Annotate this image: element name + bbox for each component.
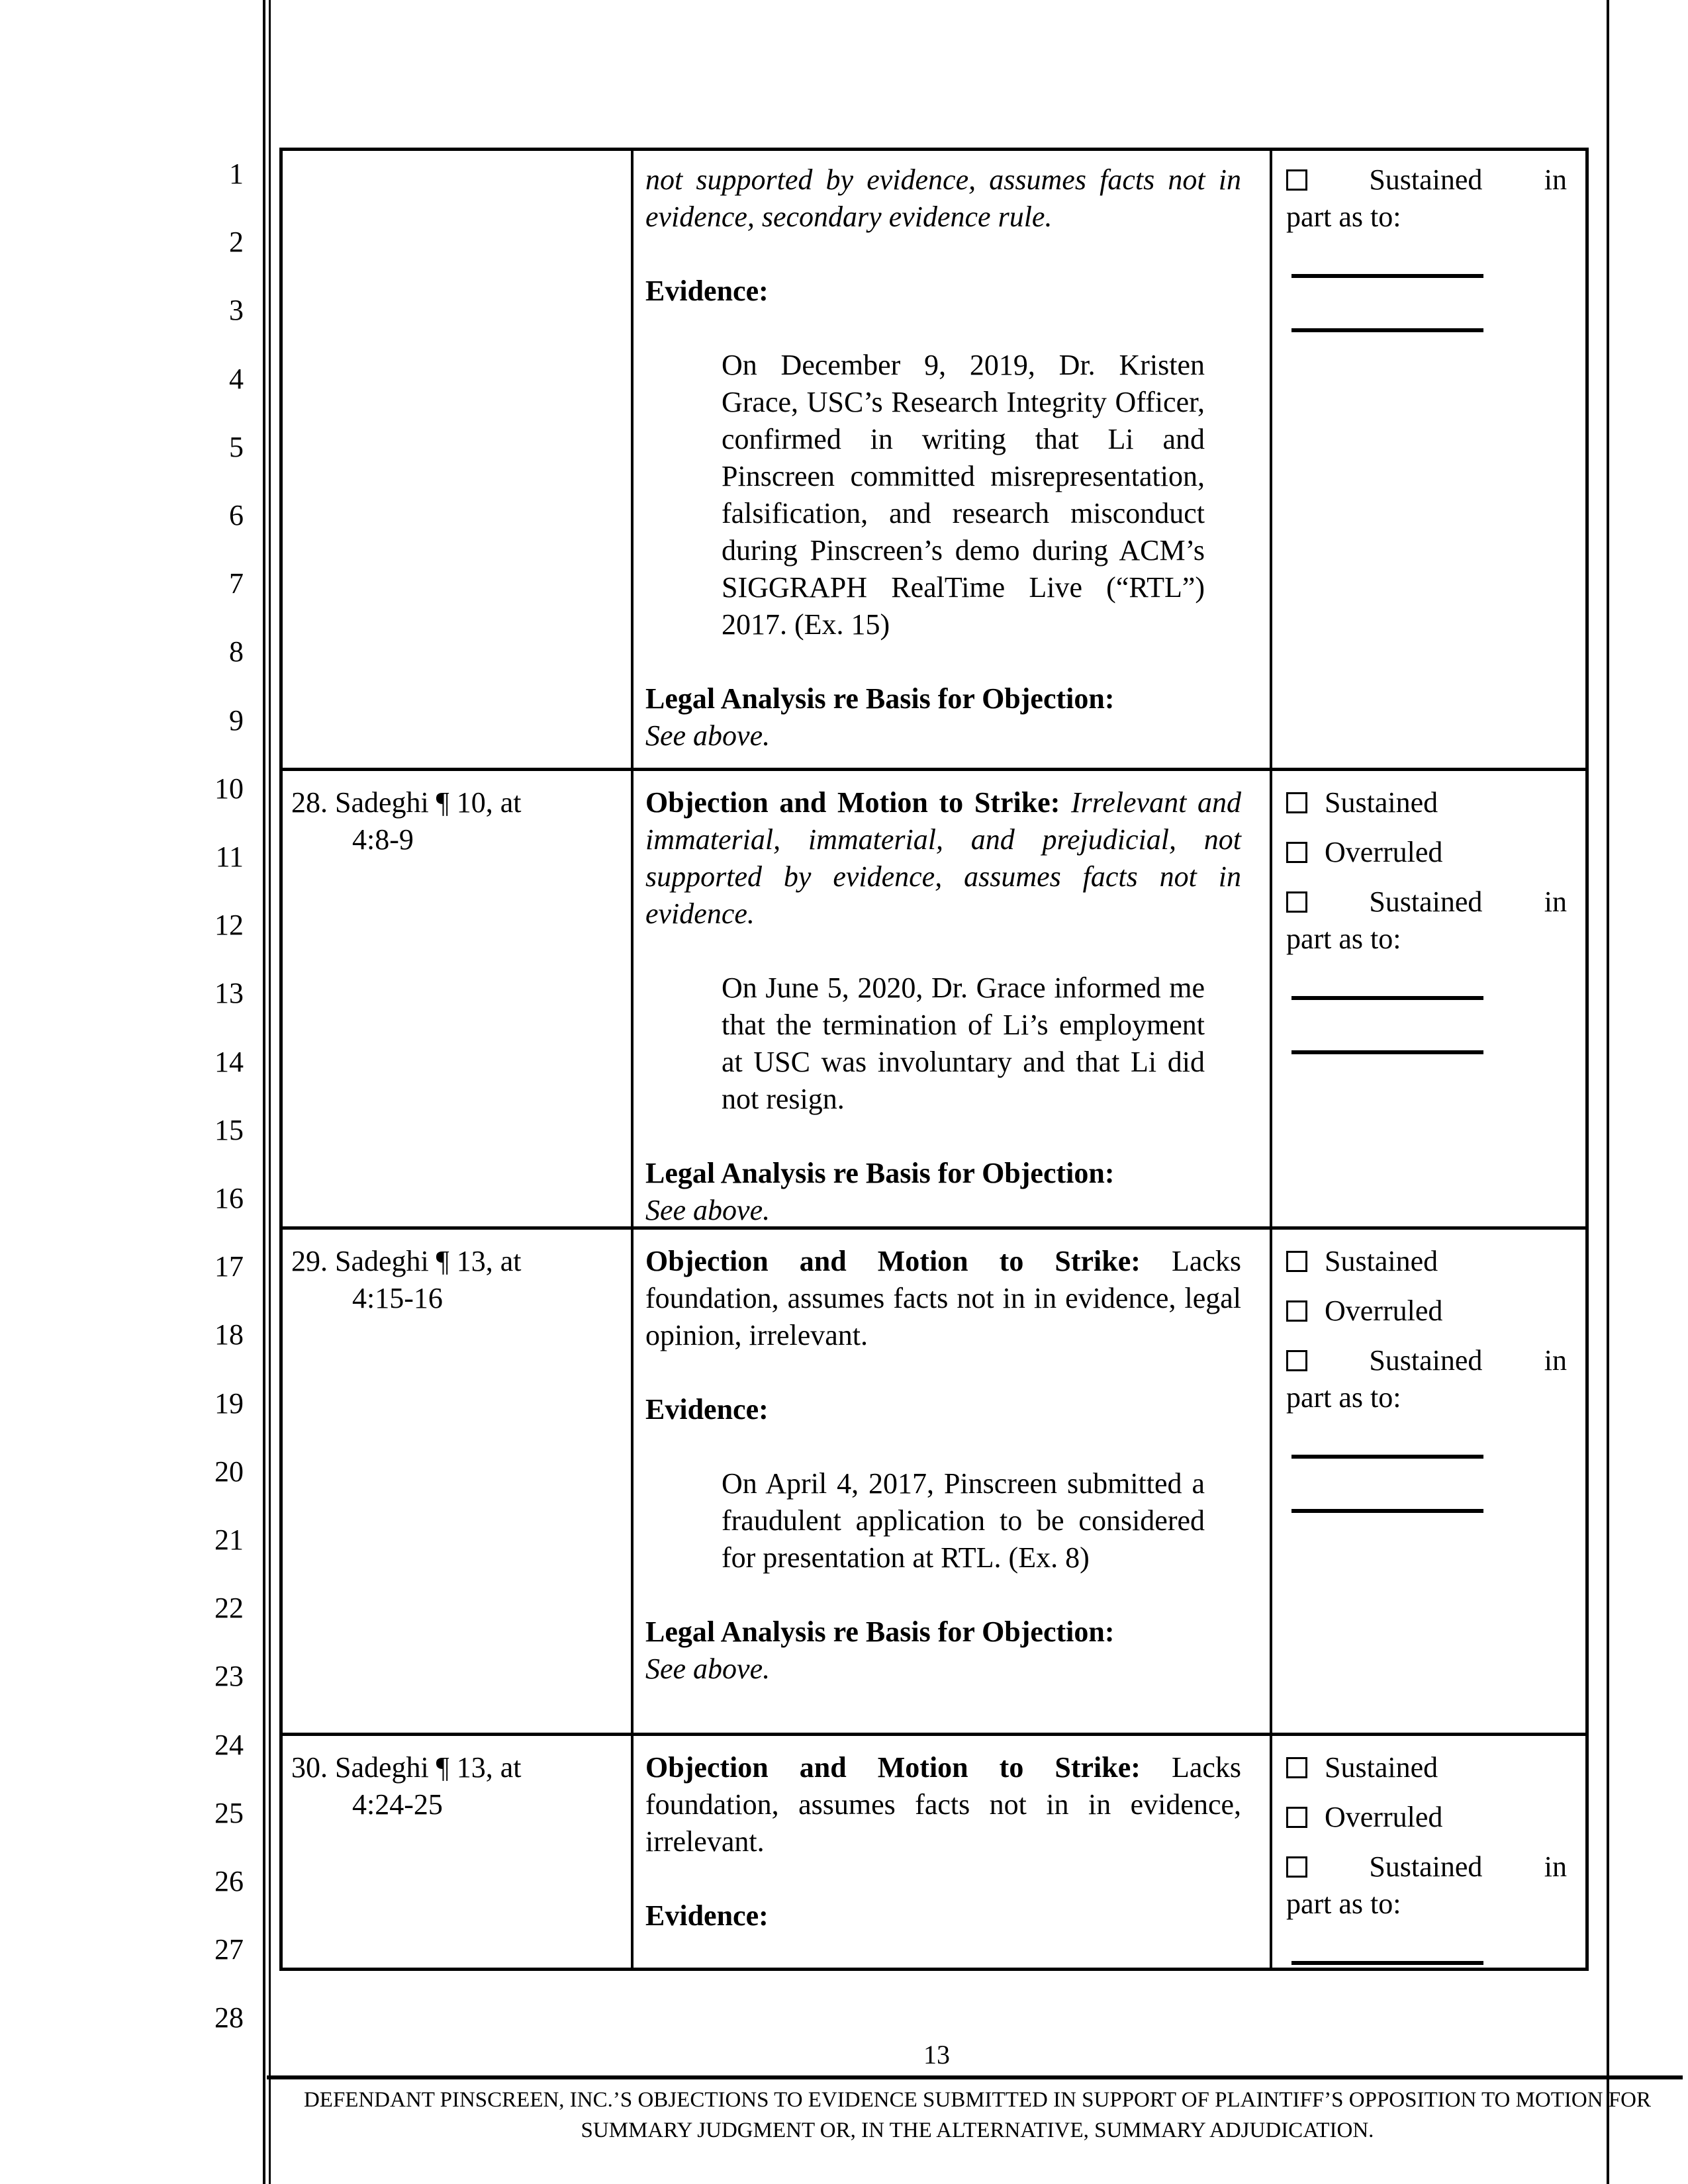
row28-objection-cell (645, 784, 1241, 1229)
checkbox-label: Overruled (1325, 836, 1443, 868)
evidence-reference-cite: 4:8-9 (352, 823, 414, 856)
line-number: 1 (229, 158, 244, 190)
footer-title (270, 2085, 1685, 2146)
objection-label: Objection and Motion to Strike: (645, 1751, 1141, 1784)
checkbox-sustained[interactable] (1286, 1749, 1567, 1786)
objection-label: Objection and Motion to Strike: (645, 1245, 1141, 1277)
line-number: 12 (214, 909, 244, 942)
checkbox-label: Sustained (1325, 1245, 1438, 1277)
checkbox-sustained[interactable] (1286, 1243, 1567, 1280)
checkbox-label: Overruled (1325, 1295, 1443, 1327)
evidence-paragraph: On April 4, 2017, Pinscreen submitted a fraudulent application to be considered for presentation at RTL. (Ex. 8) (722, 1467, 1205, 1574)
line-number: 10 (214, 772, 244, 805)
legal-analysis-text: See above. (645, 1653, 771, 1685)
row29-reference-cell (291, 1243, 609, 1317)
evidence-heading: Evidence: (645, 275, 769, 307)
checkbox-label: in (1544, 1850, 1567, 1883)
checkbox-overruled[interactable] (1286, 834, 1567, 871)
line-number: 21 (214, 1524, 244, 1556)
checkbox-label: Sustained (1325, 1751, 1438, 1784)
line-number: 5 (229, 430, 244, 463)
row-divider-3 (279, 1733, 1589, 1736)
line-number: 18 (214, 1318, 244, 1351)
checkbox-icon[interactable] (1286, 842, 1307, 863)
ruling-blank-line[interactable] (1291, 996, 1483, 1000)
objection-paragraph (645, 1243, 1241, 1354)
checkbox-sustained-in-part[interactable] (1286, 884, 1567, 921)
line-number: 24 (214, 1728, 244, 1761)
line-number: 19 (214, 1387, 244, 1420)
checkbox-label: in (1544, 1344, 1567, 1377)
objection-text: Lacks foundation, assumes facts not in in evidence, legal opinion, irrelevant. (645, 1245, 1242, 1351)
legal-analysis-heading: Legal Analysis re Basis for Objection: (645, 682, 1115, 715)
evidence-reference: 30. Sadeghi ¶ 13, at (291, 1751, 522, 1784)
ruling-blank-line[interactable] (1291, 1050, 1483, 1054)
row1-objection-cell (645, 161, 1241, 754)
objection-text: not supported by evidence, assumes facts not in evidence, secondary evidence rule. (645, 163, 1241, 233)
row30-reference-cell (291, 1749, 609, 1823)
ruling-blank-line[interactable] (1291, 328, 1483, 332)
line-number: 15 (214, 1113, 244, 1146)
checkbox-icon[interactable] (1286, 1856, 1307, 1878)
right-rule (1607, 0, 1609, 2184)
legal-analysis-text: See above. (645, 1194, 771, 1226)
row30-objection-cell (645, 1749, 1241, 1934)
ruling-blank-line[interactable] (1291, 1961, 1483, 1965)
line-number: 13 (214, 977, 244, 1010)
checkbox-label-continuation: part as to: (1286, 923, 1401, 955)
checkbox-sustained-in-part[interactable] (1286, 1342, 1567, 1379)
objection-paragraph (645, 1749, 1241, 1860)
row29-objection-cell (645, 1243, 1241, 1688)
checkbox-sustained[interactable] (1286, 784, 1567, 821)
legal-analysis-heading: Legal Analysis re Basis for Objection: (645, 1615, 1115, 1648)
line-number: 22 (214, 1592, 244, 1625)
row30-ruling-cell (1286, 1749, 1567, 1965)
objection-text: Lacks foundation, assumes facts not in in evidence, irrelevant. (645, 1751, 1242, 1858)
legal-analysis-heading: Legal Analysis re Basis for Objection: (645, 1157, 1115, 1189)
column-divider-1 (631, 148, 633, 1971)
line-number: 9 (229, 704, 244, 737)
checkbox-overruled[interactable] (1286, 1293, 1567, 1330)
checkbox-label: Sustained (1325, 786, 1438, 819)
legal-analysis-text: See above. (645, 719, 771, 752)
evidence-heading: Evidence: (645, 1393, 769, 1426)
row28-reference-cell (291, 784, 609, 858)
left-double-rule-inner (269, 0, 271, 2184)
evidence-reference: 29. Sadeghi ¶ 13, at (291, 1245, 522, 1277)
checkbox-icon[interactable] (1286, 1757, 1307, 1778)
checkbox-label: in (1544, 886, 1567, 918)
evidence-heading: Evidence: (645, 1899, 769, 1932)
line-number: 16 (214, 1182, 244, 1214)
checkbox-label-continuation: part as to: (1286, 201, 1401, 233)
page-number: 13 (923, 2040, 950, 2070)
checkbox-sustained-in-part[interactable] (1286, 161, 1567, 199)
checkbox-icon[interactable] (1286, 1251, 1307, 1272)
line-number: 23 (214, 1660, 244, 1693)
line-number: 26 (214, 1865, 244, 1897)
checkbox-label: Sustained (1369, 163, 1483, 196)
checkbox-label: Sustained (1369, 1850, 1483, 1883)
evidence-paragraph: On December 9, 2019, Dr. Kristen Grace, USC’s Research Integrity Officer, confirmed in writing that Li and Pinscreen committed misrepresentation, falsification, and research misconduct during Pinscreen’s demo during ACM’s SIGGRAPH RealTime Live (“RTL”) 2017. (Ex. 15) (722, 349, 1205, 641)
line-number: 3 (229, 294, 244, 327)
row29-ruling-cell (1286, 1243, 1567, 1513)
checkbox-label: Sustained (1369, 1344, 1483, 1377)
footer-title-line1: DEFENDANT PINSCREEN, INC.’S OBJECTIONS TO EVIDENCE SUBMITTED IN SUPPORT OF PLAINTIFF’S OPPOSITION TO MOTION FOR (303, 2088, 1652, 2112)
evidence-paragraph: On June 5, 2020, Dr. Grace informed me that the termination of Li’s employment at USC was involuntary and that Li did not resign. (722, 972, 1205, 1115)
checkbox-icon[interactable] (1286, 1807, 1307, 1828)
checkbox-label: Overruled (1325, 1801, 1443, 1833)
ruling-blank-line[interactable] (1291, 1455, 1483, 1459)
line-number: 25 (214, 1796, 244, 1829)
evidence-reference-cite: 4:15-16 (352, 1282, 443, 1314)
checkbox-icon[interactable] (1286, 1300, 1307, 1322)
line-number: 8 (229, 635, 244, 668)
checkbox-icon[interactable] (1286, 169, 1307, 191)
line-number: 28 (214, 2001, 244, 2034)
evidence-reference-cite: 4:24-25 (352, 1788, 443, 1821)
line-number: 20 (214, 1455, 244, 1488)
checkbox-label-continuation: part as to: (1286, 1888, 1401, 1920)
evidence-reference: 28. Sadeghi ¶ 10, at (291, 786, 522, 819)
column-divider-2 (1270, 148, 1272, 1971)
footer-rule (267, 2075, 1683, 2079)
objection-text: Irrelevant and immaterial, immaterial, and prejudicial, not supported by evidence, assumes facts not in evidence. (645, 786, 1241, 930)
ruling-blank-line[interactable] (1291, 1509, 1483, 1513)
checkbox-overruled[interactable] (1286, 1799, 1567, 1836)
checkbox-icon[interactable] (1286, 1350, 1307, 1371)
line-number: 6 (229, 499, 244, 531)
line-number: 27 (214, 1933, 244, 1966)
line-number: 14 (214, 1045, 244, 1078)
checkbox-label: Sustained (1369, 886, 1483, 918)
ruling-blank-line[interactable] (1291, 274, 1483, 278)
checkbox-icon[interactable] (1286, 792, 1307, 813)
checkbox-icon[interactable] (1286, 891, 1307, 913)
line-number: 11 (215, 841, 244, 873)
line-number: 2 (229, 226, 244, 259)
line-number: 4 (229, 362, 244, 395)
checkbox-sustained-in-part[interactable] (1286, 1848, 1567, 1886)
checkbox-label: in (1544, 163, 1567, 196)
objection-paragraph (645, 784, 1241, 933)
row1-ruling-cell (1286, 161, 1567, 332)
footer-title-line2: SUMMARY JUDGMENT OR, IN THE ALTERNATIVE, SUMMARY ADJUDICATION. (581, 2118, 1374, 2142)
line-number: 7 (229, 567, 244, 600)
row-divider-1 (279, 768, 1589, 771)
checkbox-label-continuation: part as to: (1286, 1381, 1401, 1414)
line-number: 17 (214, 1250, 244, 1283)
left-double-rule-outer (263, 0, 265, 2184)
row28-ruling-cell (1286, 784, 1567, 1054)
objection-label: Objection and Motion to Strike: (645, 786, 1060, 819)
